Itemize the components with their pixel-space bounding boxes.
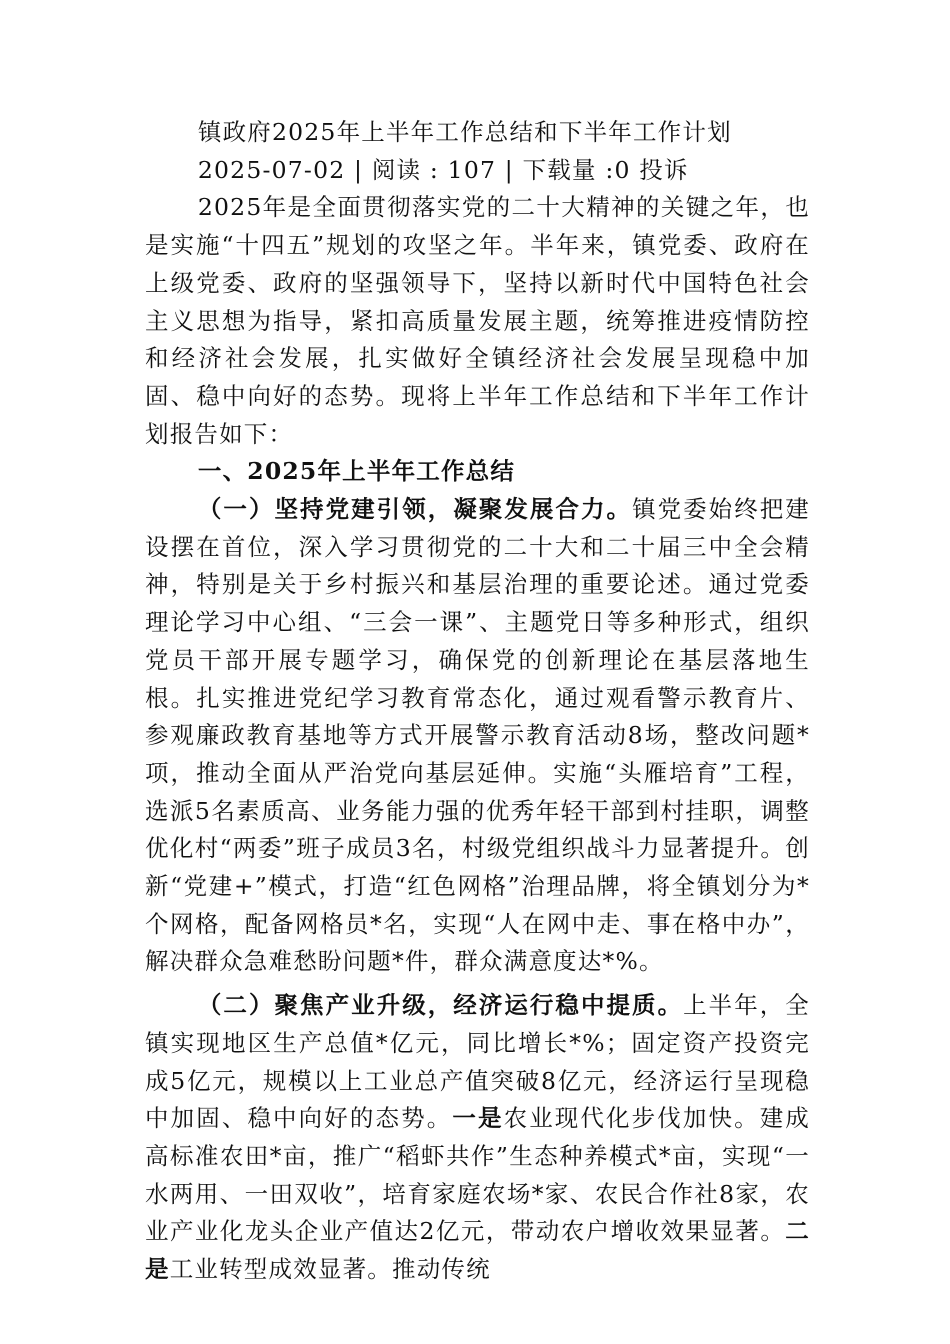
document-body <box>145 114 810 1289</box>
list-marker-first: 一是 <box>452 1104 504 1133</box>
paragraph-party-building <box>145 491 810 981</box>
document-meta: 2025-07-02 | 阅读 : 107 | 下载量 :0 投诉 <box>197 155 689 184</box>
paragraph-lead: （二）聚焦产业升级，经济运行稳中提质。 <box>197 991 684 1020</box>
paragraph-text: 农业现代化步伐加快。建成高标准农田*亩，推广“稻虾共作”生态种养模式*亩，实现“一水两用、一田双收”，培育家庭农场*家、农民合作社8家，农业产业化龙头企业产值达2亿元，带动农户增收效果显著。 <box>145 1104 811 1246</box>
paragraph-text: 镇党委始终把建设摆在首位，深入学习贯彻党的二十大和二十届三中全会精神，特别是关于乡村振兴和基层治理的重要论述。通过党委理论学习中心组、“三会一课”、主题党日等多种形式，组织党员干部开展专题学习，确保党的创新理论在基层落地生根。扎实推进党纪学习教育常态化，通过观看警示教育片、参观廉政教育基地等方式开展警示教育活动8场，整改问题*项，推动全面从严治党向基层延伸。实施“头雁培育”工程，选派5名素质高、业务能力强的优秀年轻干部到村挂职，调整优化村“两委”班子成员3名，村级党组织战斗力显著提升。创新“党建+”模式，打造“红色网格”治理品牌，将全镇划分为*个网格，配备网格员*名，实现“人在网中走、事在格中办”，解决群众急难愁盼问题*件，群众满意度达*%。 <box>145 495 811 976</box>
paragraph-text: 上半年，全镇实现地区生产总值*亿元，同比增长*%；固定资产投资完成5亿元，规模以上工业总产值突破8亿元，经济运行呈现稳中加固、稳中向好的态势。 <box>145 991 810 1133</box>
document-title: 镇政府2025年上半年工作总结和下半年工作计划 <box>197 118 732 146</box>
paragraph-lead: （一）坚持党建引领，凝聚发展合力。 <box>197 495 633 524</box>
list-marker-second: 二是 <box>145 1217 810 1284</box>
paragraph-text: 工业转型成效显著。推动传统 <box>169 1255 491 1284</box>
section-heading: 一、2025年上半年工作总结 <box>197 457 516 486</box>
intro-paragraph: 2025年是全面贯彻落实党的二十大精神的关键之年，也是实施“十四五”规划的攻坚之年。半年来，镇党委、政府在上级党委、政府的坚强领导下，坚持以新时代中国特色社会主义思想为指导，紧扣高质量发展主题，统筹推进疫情防控和经济社会发展，扎实做好全镇经济社会发展呈现稳中加固、稳中向好的态势。现将上半年工作总结和下半年工作计划报告如下： <box>145 193 810 448</box>
paragraph-industry <box>145 987 810 1289</box>
